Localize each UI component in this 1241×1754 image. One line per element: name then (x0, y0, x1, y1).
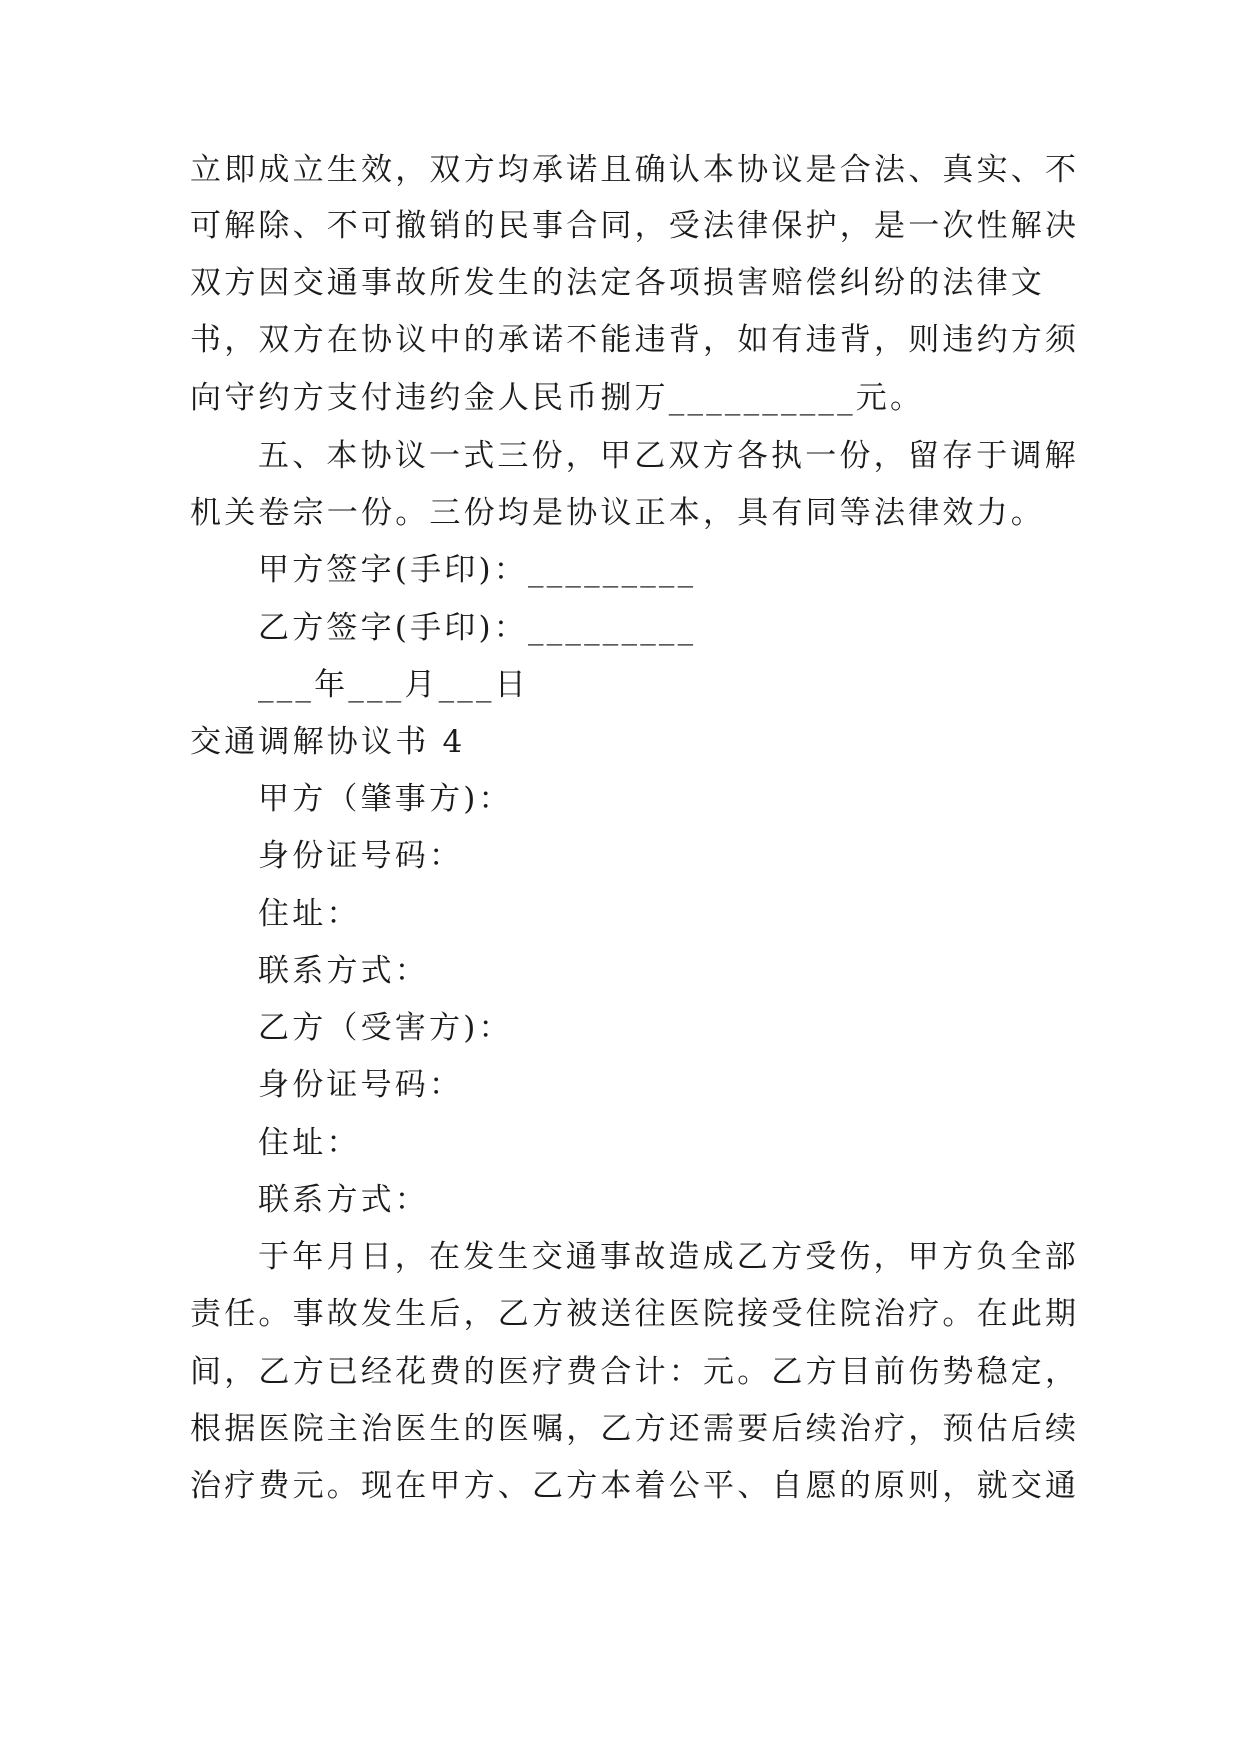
paragraph-line: 根据医院主治医生的医嘱，乙方还需要后续治疗，预估后续 (190, 1411, 1080, 1447)
field-label: 乙方（受害方)： (258, 1010, 513, 1046)
field-label: 甲方（肇事方)： (258, 781, 513, 817)
paragraph-line: 双方因交通事故所发生的法定各项损害赔偿纠纷的法律文 (190, 265, 1045, 301)
date-line: ___年___月___日 (258, 667, 529, 703)
signature-line-party-a: 甲方签字(手印)：_________ (258, 552, 697, 588)
paragraph-line: 可解除、不可撤销的民事合同，受法律保护，是一次性解决 (190, 208, 1080, 244)
paragraph-line: 间，乙方已经花费的医疗费合计：元。乙方目前伤势稳定， (190, 1354, 1080, 1390)
field-label: 身份证号码： (258, 838, 464, 874)
section-title: 交通调解协议书 4 (190, 724, 466, 760)
paragraph-line: 立即成立生效，双方均承诺且确认本协议是合法、真实、不 (190, 152, 1080, 188)
paragraph-line: 责任。事故发生后，乙方被送往医院接受住院治疗。在此期 (190, 1296, 1080, 1332)
paragraph-line: 治疗费元。现在甲方、乙方本着公平、自愿的原则，就交通 (190, 1468, 1080, 1504)
field-label: 住址： (258, 1125, 361, 1161)
paragraph-line: 五、本协议一式三份，甲乙双方各执一份，留存于调解 (258, 438, 1079, 474)
paragraph-line: 书，双方在协议中的承诺不能违背，如有违背，则违约方须 (190, 322, 1080, 358)
field-label: 住址： (258, 896, 361, 932)
field-label: 联系方式： (258, 953, 429, 989)
field-label: 联系方式： (258, 1182, 429, 1218)
paragraph-line: 向守约方支付违约金人民币捌万__________元。 (190, 380, 925, 416)
paragraph-line: 机关卷宗一份。三份均是协议正本，具有同等法律效力。 (190, 495, 1045, 531)
field-label: 身份证号码： (258, 1067, 464, 1103)
paragraph-line: 于年月日，在发生交通事故造成乙方受伤，甲方负全部 (258, 1239, 1079, 1275)
signature-line-party-b: 乙方签字(手印)：_________ (258, 610, 697, 646)
